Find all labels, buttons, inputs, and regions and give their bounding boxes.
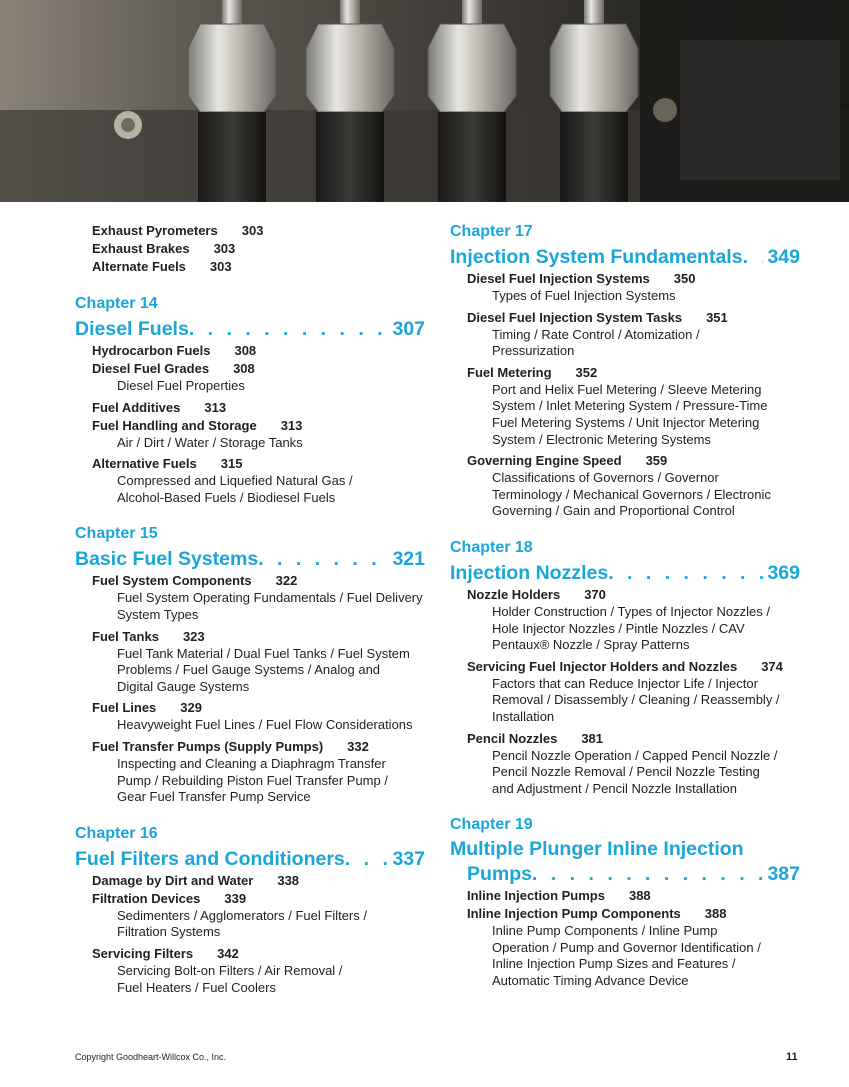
topic-title: Fuel Handling and Storage (92, 417, 257, 433)
chapter-title-line2 (450, 861, 800, 887)
toc-topic (450, 887, 800, 905)
toc-topic (75, 699, 425, 717)
topic-page: 350 (673, 271, 696, 286)
chapter-page-number: 369 (767, 561, 800, 584)
topic-title: Damage by Dirt and Water (92, 872, 254, 888)
topic-subtopics-line: Pencil Nozzle Removal / Pencil Nozzle Testing (492, 764, 760, 780)
topic-page: 359 (645, 453, 668, 469)
topic-subtopics-line: Fuel System Operating Fundamentals / Fuel Delivery (117, 590, 423, 606)
topic-subtopics-line: System Types (117, 606, 199, 622)
chapter-title-text: Basic Fuel Systems (75, 548, 259, 571)
topic-page: 308 (233, 361, 255, 376)
chapter-15-section (75, 524, 425, 805)
topic-subtopics-line: System / Inlet Metering System / Pressure-Time (492, 398, 768, 414)
chapter-label: Chapter 14 (75, 295, 158, 312)
chapter-page-number: 321 (392, 548, 425, 571)
topic-page: 388 (628, 888, 651, 904)
topic-subtopics-line: Holder Construction / Types of Injector Nozzles / (492, 603, 770, 619)
toc-topic (75, 360, 425, 378)
toc-topic (450, 730, 800, 748)
chapter-page-number: 387 (767, 863, 800, 886)
topic-page: 381 (581, 730, 604, 746)
topic-page: 332 (347, 738, 369, 754)
topic-title: Exhaust Brakes (92, 241, 190, 256)
fuel-fittings-illustration (0, 0, 849, 202)
topic-subtopics-line: Port and Helix Fuel Metering / Sleeve Metering (492, 381, 762, 397)
toc-topic (75, 890, 425, 908)
chapter-title-text: Diesel Fuels (75, 318, 189, 340)
topic-subtopics-line: Fuel Tank Material / Dual Fuel Tanks / Fuel System (117, 645, 410, 661)
topic-subtopics-line: Inline Pump Components / Inline Pump (492, 923, 718, 939)
leader-dots (743, 244, 764, 270)
topic-subtopics-line: Gear Fuel Transfer Pump Service (117, 789, 311, 805)
topic-page: 315 (220, 456, 243, 472)
chapter-label: Chapter 19 (450, 816, 533, 834)
chapter-title (75, 316, 425, 342)
chapter-label: Chapter 15 (75, 525, 158, 543)
chapter-title (450, 560, 800, 586)
topic-title: Inline Injection Pumps (467, 888, 605, 904)
topic-title: Diesel Fuel Injection System Tasks (467, 309, 683, 325)
leader-dots (345, 846, 389, 872)
chapter-title-line1: Multiple Plunger Inline Injection (450, 838, 744, 861)
topic-page: 313 (280, 417, 303, 433)
topic-page: 388 (704, 906, 727, 922)
topic-subtopics-line: Hole Injector Nozzles / Pintle Nozzles / CAV (492, 620, 745, 636)
topic-subtopics-line: Inspecting and Cleaning a Diaphragm Transfer (117, 755, 386, 771)
toc-topic (75, 399, 425, 417)
topic-subtopics-line: Pump / Rebuilding Piston Fuel Transfer Pump / (117, 772, 388, 788)
chapter-title (450, 244, 800, 270)
toc-topic (450, 364, 800, 382)
chapter-19-section (450, 815, 800, 989)
topic-title: Alternate Fuels (92, 259, 186, 274)
topic-subtopics-line: Governing / Gain and Proportional Control (492, 503, 735, 519)
topic-subtopics-line: Inline Injection Pump Sizes and Features / (492, 956, 736, 972)
toc-topic (75, 572, 425, 590)
topic-subtopics-line: Operation / Pump and Governor Identification / (492, 939, 761, 955)
topic-subtopics-line: Factors that can Reduce Injector Life / Injector (492, 675, 758, 691)
chapter-page-number: 307 (392, 318, 425, 340)
toc-topic (450, 905, 800, 923)
leader-dots (608, 560, 763, 586)
topic-title: Diesel Fuel Injection Systems (467, 271, 650, 286)
topic-title: Servicing Filters (92, 945, 194, 961)
topic-page: 342 (217, 945, 239, 961)
toc-topic (75, 417, 425, 435)
topic-subtopics-line: Compressed and Liquefied Natural Gas / (117, 473, 353, 489)
topic-subtopics-line: Terminology / Mechanical Governors / Electronic (492, 486, 771, 502)
toc-topic (75, 945, 425, 963)
topic-title: Pencil Nozzles (467, 730, 558, 746)
topic-page: 323 (182, 628, 205, 644)
topic-subtopics-line: Air / Dirt / Water / Storage Tanks (117, 434, 303, 450)
toc-topic (450, 270, 800, 288)
toc-topic (75, 258, 425, 276)
topic-subtopics-line: System / Electronic Metering Systems (492, 431, 711, 447)
page-number: 11 (786, 1051, 798, 1063)
topic-subtopics-line: Diesel Fuel Properties (117, 378, 245, 393)
chapter-title (75, 546, 425, 572)
topic-page: 322 (275, 573, 298, 589)
topic-subtopics-line: and Adjustment / Pencil Nozzle Installation (492, 780, 737, 796)
topic-title: Hydrocarbon Fuels (92, 343, 211, 358)
topic-subtopics-line: Pencil Nozzle Operation / Capped Pencil Nozzle / (492, 747, 778, 763)
toc-topic (75, 455, 425, 473)
topic-subtopics-line: Types of Fuel Injection Systems (492, 288, 676, 303)
topic-subtopics-line: Fuel Heaters / Fuel Coolers (117, 979, 276, 995)
topic-page: 303 (213, 241, 236, 256)
topic-subtopics-line: Servicing Bolt-on Filters / Air Removal / (117, 962, 343, 978)
chapter-title-text: Fuel Filters and Conditioners (75, 847, 345, 870)
toc-topic (450, 309, 800, 327)
topic-page: 374 (761, 658, 783, 674)
chapter-title (75, 846, 425, 872)
topic-title: Servicing Fuel Injector Holders and Nozzles (467, 658, 738, 674)
topic-subtopics-line: Installation (492, 708, 555, 724)
chapter-16-section (75, 824, 425, 996)
chapter-page-number: 349 (767, 246, 800, 268)
chapter-17-section (450, 222, 800, 520)
topic-title: Diesel Fuel Grades (92, 361, 210, 376)
chapter-page-number: 337 (392, 847, 425, 870)
topic-title: Fuel Additives (92, 399, 181, 415)
topic-title: Inline Injection Pump Components (467, 906, 681, 922)
topic-subtopics-line: Pressurization (492, 343, 575, 359)
continued-topics (75, 222, 425, 276)
topic-page: 313 (204, 399, 227, 415)
topic-page: 303 (209, 259, 232, 274)
chapter-18-section (450, 538, 800, 797)
header-photo-fuel-injector-fittings (0, 0, 849, 202)
topic-title: Fuel Transfer Pumps (Supply Pumps) (92, 738, 324, 754)
topic-title: Nozzle Holders (467, 586, 561, 602)
topic-subtopics-line: Pentaux® Nozzle / Spray Patterns (492, 637, 690, 653)
chapter-title-text: Pumps (467, 863, 533, 886)
toc-topic (75, 872, 425, 890)
topic-subtopics-line: Sedimenters / Agglomerators / Fuel Filters / (117, 907, 367, 923)
toc-left-column (75, 222, 425, 996)
topic-page: 329 (180, 700, 202, 716)
chapter-label: Chapter 17 (450, 223, 533, 240)
topic-subtopics-line: Problems / Fuel Gauge Systems / Analog and (117, 662, 381, 678)
topic-title: Exhaust Pyrometers (92, 223, 218, 238)
chapter-19-topics (450, 887, 800, 989)
topic-subtopics-line: Filtration Systems (117, 924, 221, 940)
toc-topic (75, 628, 425, 646)
toc-right-column (450, 222, 800, 990)
toc-topic (450, 452, 800, 470)
leader-dots (189, 316, 389, 342)
leader-dots (258, 546, 388, 572)
topic-page: 308 (234, 343, 257, 358)
topic-page: 303 (241, 223, 264, 238)
topic-subtopics-line: Timing / Rate Control / Atomization / (492, 326, 700, 342)
topic-page: 339 (224, 890, 247, 906)
topic-title: Alternative Fuels (92, 456, 197, 472)
topic-title: Fuel Tanks (92, 628, 159, 644)
toc-topic (450, 658, 800, 676)
topic-page: 351 (706, 309, 728, 325)
topic-page: 338 (277, 872, 300, 888)
toc-topic (75, 738, 425, 756)
chapter-label: Chapter 16 (75, 824, 158, 842)
topic-title: Governing Engine Speed (467, 453, 622, 469)
topic-title: Fuel System Components (92, 573, 252, 589)
chapter-14-section (75, 294, 425, 506)
topic-subtopics-line: Heavyweight Fuel Lines / Fuel Flow Considerations (117, 717, 413, 733)
copyright-notice: Copyright Goodheart-Willcox Co., Inc. (75, 1052, 227, 1062)
topic-subtopics-line: Classifications of Governors / Governor (492, 470, 719, 486)
topic-title: Fuel Metering (467, 364, 552, 380)
topic-subtopics-line: Digital Gauge Systems (117, 678, 250, 694)
topic-subtopics-line: Fuel Metering Systems / Unit Injector Metering (492, 414, 760, 430)
topic-title: Fuel Lines (92, 700, 157, 716)
topic-subtopics-line: Automatic Timing Advance Device (492, 973, 689, 989)
toc-topic (450, 586, 800, 604)
chapter-label: Chapter 18 (450, 538, 533, 556)
chapter-title-text: Injection System Fundamentals (450, 246, 743, 268)
topic-subtopics-line: Alcohol-Based Fuels / Biodiesel Fuels (117, 489, 336, 505)
topic-subtopics-line: Removal / Disassembly / Cleaning / Reassembly / (492, 692, 780, 708)
chapter-title-text: Injection Nozzles (450, 561, 609, 584)
topic-title: Filtration Devices (92, 890, 201, 906)
topic-page: 370 (584, 586, 606, 602)
toc-topic (75, 222, 425, 240)
toc-topic (75, 342, 425, 360)
topic-page: 352 (575, 364, 598, 380)
toc-topic (75, 240, 425, 258)
